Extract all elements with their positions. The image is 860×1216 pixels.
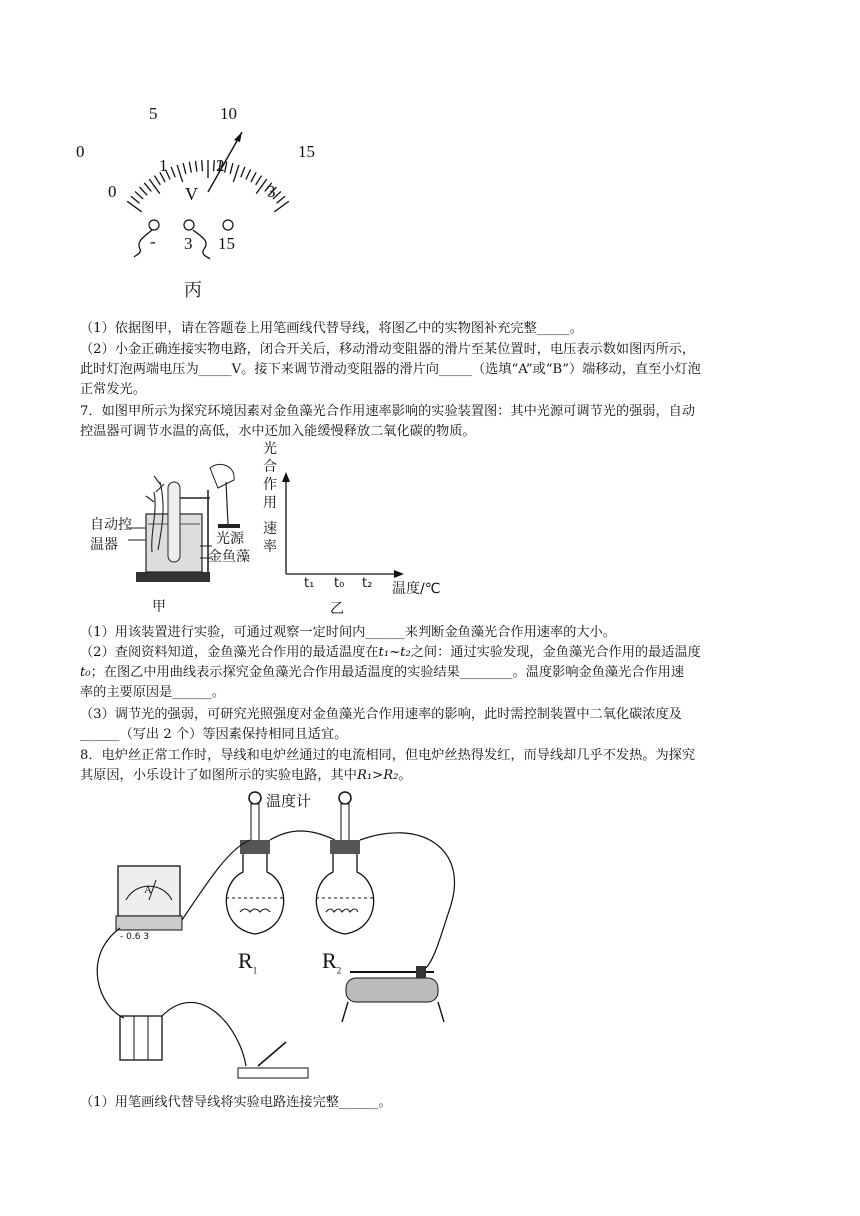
- scale-tick: [233, 165, 239, 182]
- scale-tick: [177, 165, 183, 182]
- q7-part2-text-a: （2）查阅资料知道，金鱼藻光合作用的最适温度在: [80, 645, 379, 660]
- ammeter-letter: A: [144, 884, 152, 896]
- label-controller-1: 自动控: [90, 517, 132, 533]
- label-hornwort: 金鱼藻: [208, 549, 250, 565]
- r1-subscript: 1: [252, 965, 258, 976]
- terminal-15: 15: [218, 234, 235, 253]
- label-controller-2: 温器: [90, 537, 118, 553]
- terminal-3: 3: [184, 234, 193, 253]
- top-scale-15: 15: [298, 142, 315, 161]
- r2-letter: R: [322, 948, 337, 973]
- tick-t2: t₂: [362, 576, 373, 591]
- unit-label: V: [185, 184, 198, 204]
- thermometer-label: 温度计: [266, 792, 312, 810]
- q6-part2-line3: 正常发光。: [80, 382, 146, 397]
- q6-part1: （1）依据图甲，请在答题卷上用笔画线代替导线，将图乙中的实物图补充完整_____。: [80, 321, 583, 336]
- q7-intro-line1: 7．如图甲所示为探究环境因素对金鱼藻光合作用速率影响的实验装置图：其中光源可调节光的强弱，自动: [80, 404, 696, 419]
- scale-tick: [189, 162, 191, 173]
- needle: [208, 132, 242, 192]
- resistor-r1-label: [238, 948, 257, 975]
- q6-part2-line2: 此时灯泡两端电压为_____V。接下来调节滑动变阻器的滑片向_____（选填“A”或“B”）端移动，直至小灯泡: [80, 362, 701, 377]
- top-scale-10: 10: [220, 104, 237, 123]
- scale-tick: [241, 167, 245, 177]
- q7-part2-line2: [80, 662, 782, 683]
- scale-tick: [140, 187, 148, 195]
- scale-tick: [202, 160, 203, 171]
- scale-tick: [214, 160, 215, 171]
- figure-caption-bing: 丙: [184, 280, 202, 301]
- scale-tick: [171, 167, 175, 177]
- tick-t0: t₀: [334, 576, 345, 591]
- q8-part1: （1）用笔画线代替导线将实验电路连接完整______。: [80, 1095, 392, 1110]
- y-label-6: 率: [263, 539, 277, 555]
- graph-axes: [258, 436, 458, 586]
- graph-figure-yi: [258, 436, 458, 620]
- q7-part3-line1: （3）调节光的强弱，可研究光照强度对金鱼藻光合作用速率的影响，此时需控制装置中二氧化碳浓度及: [80, 707, 682, 722]
- q6-part2-line1: （2）小金正确连接实物电路，闭合开关后，移动滑动变阻器的滑片至某位置时，电压表示数如图丙所示，: [80, 342, 696, 357]
- y-label-1: 光: [263, 441, 277, 457]
- terminal-minus: -: [150, 232, 156, 251]
- scale-tick: [256, 176, 262, 185]
- y-label-3: 作: [263, 477, 277, 493]
- q8-intro-line1: 8．电炉丝正常工作时，导线和电炉丝通过的电流相同，但电炉丝热得发红，而导线却几乎不发热。为探究: [80, 748, 696, 763]
- q8-intro-text: 其原因，小乐设计了如图所示的实验电路，其中: [80, 768, 357, 783]
- scale-tick: [277, 196, 285, 203]
- caption-jia: 甲: [152, 599, 166, 615]
- q7-part2-text-b: 之间：通过实验发现，金鱼藻光合作用的最适温度: [410, 645, 701, 660]
- scale-tick: [144, 183, 151, 191]
- q7-part3-line2: ______（写出 2 个）等因素保持相同且适宜。: [80, 727, 348, 742]
- scale-tick: [183, 163, 186, 174]
- caption-yi: 乙: [330, 601, 344, 617]
- circuit-figure: [90, 788, 470, 1088]
- apparatus-figure-jia: [88, 462, 268, 618]
- bottom-scale-2: 2: [216, 156, 225, 175]
- y-label-5: 速: [263, 521, 277, 537]
- scale-tick: [251, 172, 256, 182]
- scale-tick: [230, 163, 233, 174]
- bottom-scale-0: 0: [108, 182, 117, 201]
- q7-part2-text-c: ；在图乙中用曲线表示探究金鱼藻光合作用最适温度的实验结果________。温度影响金鱼藻光合作用速: [90, 665, 685, 680]
- top-scale-0: 0: [76, 142, 85, 161]
- scale-tick: [195, 161, 196, 172]
- q7-var-t0: t₀: [80, 665, 91, 680]
- scale-tick: [154, 176, 160, 185]
- top-scale-5: 5: [149, 104, 158, 123]
- scale-tick: [246, 170, 251, 180]
- y-label-4: 用: [263, 495, 277, 511]
- ammeter-terminals: - 0.6 3: [120, 932, 150, 942]
- q7-intro-line2: 控温器可调节水温的高低，水中还加入能缓慢释放二氧化碳的物质。: [80, 424, 476, 439]
- r2-subscript: 2: [336, 965, 342, 976]
- q8-intro-line2: [80, 765, 782, 786]
- q7-var-t1-t2: t₁~t₂: [378, 645, 411, 660]
- voltmeter-figure: [70, 100, 330, 300]
- q7-part2-line1: [80, 642, 782, 663]
- q7-part1: （1）用该装置进行实验，可通过观察一定时间内______来判断金鱼藻光合作用速率的大小。: [80, 625, 616, 640]
- r1-letter: R: [238, 948, 253, 973]
- y-label-2: 合: [263, 459, 277, 475]
- tick-t1: t₁: [304, 576, 315, 591]
- q8-var-r1-r2: R₁>R₂: [356, 768, 399, 783]
- q7-part2-line3: 率的主要原因是______。: [80, 685, 226, 700]
- label-light-source: 光源: [216, 531, 244, 547]
- bottom-scale-1: 1: [159, 156, 168, 175]
- scale-tick: [135, 192, 143, 200]
- x-axis-label: 温度/℃: [392, 581, 441, 597]
- q8-intro-end: 。: [398, 768, 412, 783]
- bottom-scale-3: 3: [267, 182, 276, 201]
- resistor-r2-label: [322, 948, 341, 975]
- scale-tick: [131, 196, 139, 203]
